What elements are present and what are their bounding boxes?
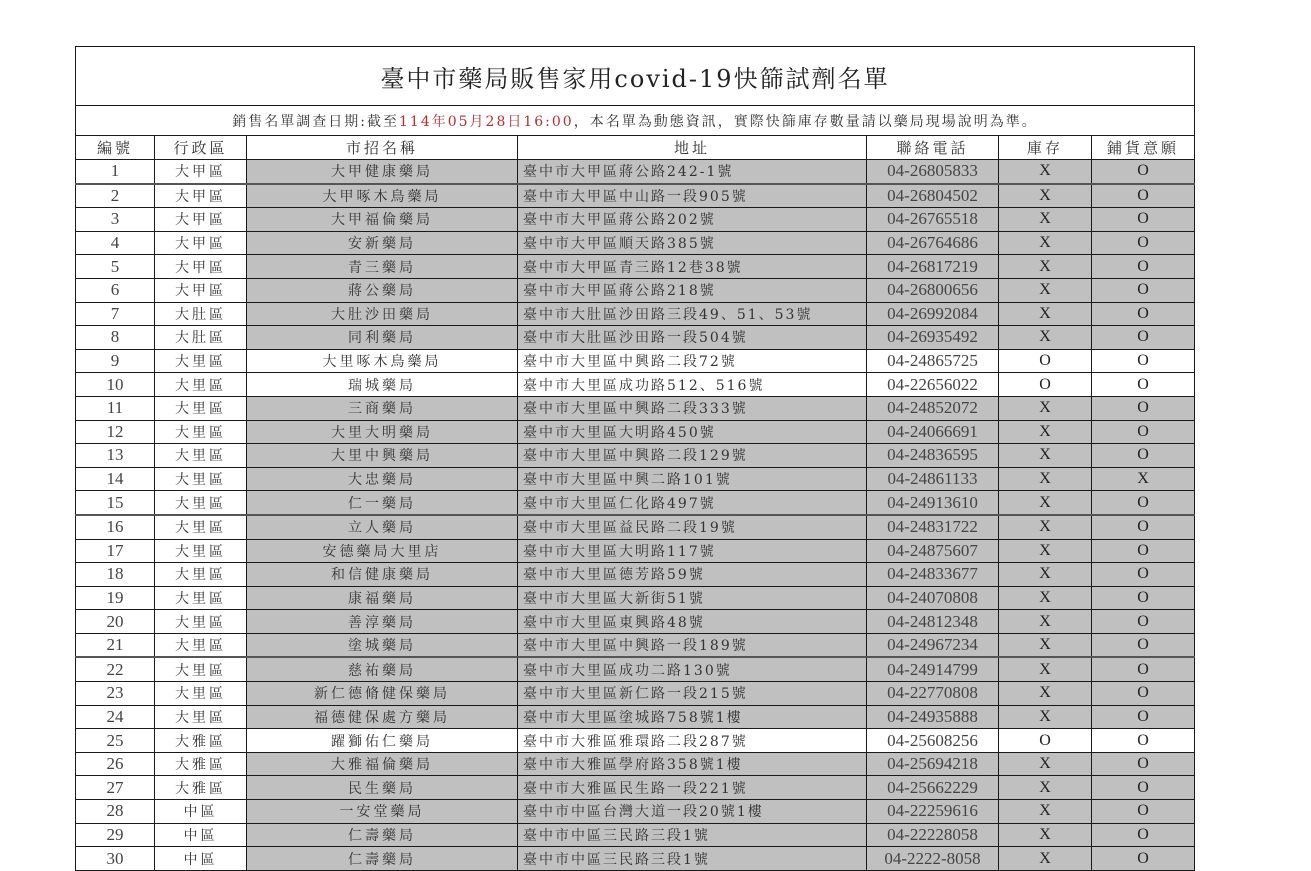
row-district: 大雅區	[155, 776, 247, 800]
row-number: 10	[76, 373, 155, 397]
row-phone: 04-26765518	[867, 208, 999, 232]
row-district: 中區	[155, 800, 247, 824]
row-stock: X	[999, 184, 1092, 208]
row-number: 14	[76, 467, 155, 491]
table-row	[76, 326, 1195, 350]
row-number: 5	[76, 255, 155, 279]
col-header-address: 地址	[518, 136, 867, 160]
row-stock: X	[999, 444, 1092, 468]
row-phone: 04-24914799	[867, 657, 999, 681]
row-phone: 04-26800656	[867, 278, 999, 302]
row-willing: O	[1092, 302, 1195, 326]
row-address: 臺中市中區三民路三段1號	[518, 823, 867, 847]
row-stock: X	[999, 231, 1092, 255]
table-row	[76, 302, 1195, 326]
row-pharmacy-name: 大甲健康藥局	[247, 160, 518, 184]
row-pharmacy-name: 福德健保處方藥局	[247, 705, 518, 729]
row-stock: X	[999, 208, 1092, 232]
table-row	[76, 610, 1195, 634]
row-number: 8	[76, 326, 155, 350]
row-address: 臺中市大肚區沙田路三段49、51、53號	[518, 302, 867, 326]
table-row	[76, 349, 1195, 373]
row-address: 臺中市大雅區學府路358號1樓	[518, 752, 867, 776]
row-willing: O	[1092, 633, 1195, 657]
row-willing: O	[1092, 752, 1195, 776]
row-district: 大里區	[155, 420, 247, 444]
row-address: 臺中市大里區塗城路758號1樓	[518, 705, 867, 729]
row-phone: 04-26805833	[867, 160, 999, 184]
row-district: 大里區	[155, 373, 247, 397]
row-number: 17	[76, 539, 155, 563]
column-header-row	[76, 136, 1195, 160]
row-phone: 04-24812348	[867, 610, 999, 634]
table-row	[76, 563, 1195, 587]
col-header-phone: 聯絡電話	[867, 136, 999, 160]
row-stock: O	[999, 373, 1092, 397]
row-phone: 04-2222-8058	[867, 847, 999, 871]
row-address: 臺中市大里區中興路二段333號	[518, 396, 867, 420]
col-header-stock: 庫存	[999, 136, 1092, 160]
row-willing: O	[1092, 491, 1195, 515]
row-number: 16	[76, 515, 155, 539]
row-number: 25	[76, 729, 155, 753]
row-phone: 04-22259616	[867, 800, 999, 824]
table-body	[76, 160, 1195, 871]
row-address: 臺中市大甲區蔣公路218號	[518, 278, 867, 302]
row-pharmacy-name: 仁壽藥局	[247, 847, 518, 871]
row-stock: X	[999, 539, 1092, 563]
row-pharmacy-name: 青三藥局	[247, 255, 518, 279]
row-address: 臺中市大雅區雅環路二段287號	[518, 729, 867, 753]
table-row	[76, 467, 1195, 491]
row-willing: O	[1092, 231, 1195, 255]
row-number: 23	[76, 682, 155, 706]
row-stock: X	[999, 633, 1092, 657]
row-pharmacy-name: 塗城藥局	[247, 633, 518, 657]
row-district: 大甲區	[155, 255, 247, 279]
row-number: 18	[76, 563, 155, 587]
row-pharmacy-name: 躍獅佑仁藥局	[247, 729, 518, 753]
row-stock: X	[999, 326, 1092, 350]
row-district: 大甲區	[155, 231, 247, 255]
row-pharmacy-name: 和信健康藥局	[247, 563, 518, 587]
row-willing: O	[1092, 657, 1195, 681]
row-number: 12	[76, 420, 155, 444]
table-row	[76, 847, 1195, 871]
row-willing: O	[1092, 610, 1195, 634]
row-address: 臺中市大甲區蔣公路242-1號	[518, 160, 867, 184]
row-pharmacy-name: 大里中興藥局	[247, 444, 518, 468]
survey-date-suffix: ，本名單為動態資訊，實際快篩庫存數量請以藥局現場說明為準。	[573, 113, 1038, 130]
row-stock: X	[999, 302, 1092, 326]
row-phone: 04-25662229	[867, 776, 999, 800]
row-willing: O	[1092, 847, 1195, 871]
row-district: 大肚區	[155, 302, 247, 326]
table-row	[76, 539, 1195, 563]
row-pharmacy-name: 大雅福倫藥局	[247, 752, 518, 776]
row-stock: X	[999, 586, 1092, 610]
row-willing: O	[1092, 184, 1195, 208]
row-address: 臺中市大里區大明路450號	[518, 420, 867, 444]
row-stock: X	[999, 491, 1092, 515]
row-stock: O	[999, 349, 1092, 373]
row-stock: X	[999, 255, 1092, 279]
row-address: 臺中市中區三民路三段1號	[518, 847, 867, 871]
row-address: 臺中市大雅區民生路一段221號	[518, 776, 867, 800]
row-address: 臺中市大里區大新街51號	[518, 586, 867, 610]
table-row	[76, 776, 1195, 800]
row-stock: X	[999, 420, 1092, 444]
row-address: 臺中市大里區德芳路59號	[518, 563, 867, 587]
table-row	[76, 633, 1195, 657]
row-willing: O	[1092, 160, 1195, 184]
row-stock: X	[999, 847, 1092, 871]
row-phone: 04-26817219	[867, 255, 999, 279]
row-number: 15	[76, 491, 155, 515]
row-willing: O	[1092, 278, 1195, 302]
row-address: 臺中市大甲區中山路一段905號	[518, 184, 867, 208]
table-row	[76, 657, 1195, 681]
row-address: 臺中市大里區仁化路497號	[518, 491, 867, 515]
survey-date-note	[76, 106, 1195, 136]
row-district: 大甲區	[155, 160, 247, 184]
row-willing: O	[1092, 586, 1195, 610]
row-phone: 04-22656022	[867, 373, 999, 397]
row-number: 11	[76, 396, 155, 420]
row-pharmacy-name: 大肚沙田藥局	[247, 302, 518, 326]
row-pharmacy-name: 大忠藥局	[247, 467, 518, 491]
row-phone: 04-26992084	[867, 302, 999, 326]
row-phone: 04-25608256	[867, 729, 999, 753]
row-pharmacy-name: 民生藥局	[247, 776, 518, 800]
row-number: 21	[76, 633, 155, 657]
row-phone: 04-24967234	[867, 633, 999, 657]
row-address: 臺中市大里區中興路二段129號	[518, 444, 867, 468]
row-number: 2	[76, 184, 155, 208]
row-pharmacy-name: 同利藥局	[247, 326, 518, 350]
row-phone: 04-24861133	[867, 467, 999, 491]
row-pharmacy-name: 大甲福倫藥局	[247, 208, 518, 232]
row-willing: X	[1092, 467, 1195, 491]
row-number: 30	[76, 847, 155, 871]
row-pharmacy-name: 三商藥局	[247, 396, 518, 420]
row-district: 大甲區	[155, 278, 247, 302]
row-willing: O	[1092, 396, 1195, 420]
row-district: 大里區	[155, 444, 247, 468]
row-address: 臺中市大里區中興路一段189號	[518, 633, 867, 657]
table-row	[76, 373, 1195, 397]
row-district: 大里區	[155, 467, 247, 491]
table-row	[76, 184, 1195, 208]
row-district: 大里區	[155, 682, 247, 706]
row-number: 3	[76, 208, 155, 232]
row-number: 29	[76, 823, 155, 847]
row-address: 臺中市大里區東興路48號	[518, 610, 867, 634]
row-district: 大里區	[155, 349, 247, 373]
row-district: 大雅區	[155, 752, 247, 776]
row-address: 臺中市大里區中興二路101號	[518, 467, 867, 491]
row-willing: O	[1092, 705, 1195, 729]
row-pharmacy-name: 大里啄木鳥藥局	[247, 349, 518, 373]
row-pharmacy-name: 康福藥局	[247, 586, 518, 610]
row-phone: 04-22770808	[867, 682, 999, 706]
row-number: 28	[76, 800, 155, 824]
row-address: 臺中市大甲區蔣公路202號	[518, 208, 867, 232]
row-number: 4	[76, 231, 155, 255]
row-stock: X	[999, 752, 1092, 776]
row-stock: X	[999, 610, 1092, 634]
table-row	[76, 396, 1195, 420]
row-willing: O	[1092, 729, 1195, 753]
table-row	[76, 515, 1195, 539]
row-district: 大雅區	[155, 729, 247, 753]
row-district: 大肚區	[155, 326, 247, 350]
row-phone: 04-24833677	[867, 563, 999, 587]
pharmacy-list-sheet	[75, 46, 1194, 871]
row-stock: X	[999, 682, 1092, 706]
table-row	[76, 255, 1195, 279]
col-header-district: 行政區	[155, 136, 247, 160]
row-pharmacy-name: 一安堂藥局	[247, 800, 518, 824]
row-district: 大里區	[155, 633, 247, 657]
row-pharmacy-name: 瑞城藥局	[247, 373, 518, 397]
table-row	[76, 682, 1195, 706]
row-phone: 04-25694218	[867, 752, 999, 776]
row-number: 27	[76, 776, 155, 800]
row-pharmacy-name: 大甲啄木鳥藥局	[247, 184, 518, 208]
row-pharmacy-name: 安新藥局	[247, 231, 518, 255]
col-header-willing: 鋪貨意願	[1092, 136, 1195, 160]
table-row	[76, 586, 1195, 610]
row-willing: O	[1092, 563, 1195, 587]
row-stock: X	[999, 563, 1092, 587]
row-pharmacy-name: 慈祐藥局	[247, 657, 518, 681]
row-number: 19	[76, 586, 155, 610]
row-stock: X	[999, 800, 1092, 824]
row-district: 中區	[155, 823, 247, 847]
row-address: 臺中市中區台灣大道一段20號1樓	[518, 800, 867, 824]
row-phone: 04-24066691	[867, 420, 999, 444]
row-number: 6	[76, 278, 155, 302]
row-address: 臺中市大里區中興路二段72號	[518, 349, 867, 373]
row-phone: 04-24865725	[867, 349, 999, 373]
row-pharmacy-name: 善淳藥局	[247, 610, 518, 634]
row-district: 中區	[155, 847, 247, 871]
col-header-number: 編號	[76, 136, 155, 160]
table-row	[76, 420, 1195, 444]
row-willing: O	[1092, 373, 1195, 397]
row-phone: 04-24070808	[867, 586, 999, 610]
row-district: 大里區	[155, 515, 247, 539]
table-row	[76, 278, 1195, 302]
row-pharmacy-name: 新仁德脩健保藥局	[247, 682, 518, 706]
row-address: 臺中市大里區成功路512、516號	[518, 373, 867, 397]
row-willing: O	[1092, 444, 1195, 468]
row-stock: X	[999, 515, 1092, 539]
col-header-name: 市招名稱	[247, 136, 518, 160]
row-number: 1	[76, 160, 155, 184]
row-stock: X	[999, 823, 1092, 847]
row-district: 大里區	[155, 610, 247, 634]
pharmacy-table	[75, 46, 1195, 871]
row-district: 大里區	[155, 539, 247, 563]
row-phone: 04-26935492	[867, 326, 999, 350]
table-row	[76, 208, 1195, 232]
survey-date-prefix: 銷售名單調查日期:截至	[232, 113, 400, 130]
row-district: 大甲區	[155, 184, 247, 208]
row-number: 7	[76, 302, 155, 326]
row-pharmacy-name: 立人藥局	[247, 515, 518, 539]
row-willing: O	[1092, 208, 1195, 232]
row-stock: O	[999, 729, 1092, 753]
table-row	[76, 444, 1195, 468]
row-address: 臺中市大里區成功二路130號	[518, 657, 867, 681]
row-district: 大甲區	[155, 208, 247, 232]
row-stock: X	[999, 396, 1092, 420]
row-willing: O	[1092, 515, 1195, 539]
row-phone: 04-24831722	[867, 515, 999, 539]
table-row	[76, 705, 1195, 729]
row-number: 20	[76, 610, 155, 634]
table-row	[76, 160, 1195, 184]
row-phone: 04-24852072	[867, 396, 999, 420]
row-willing: O	[1092, 776, 1195, 800]
row-stock: X	[999, 278, 1092, 302]
page-title: 臺中市藥局販售家用covid-19快篩試劑名單	[76, 47, 1195, 106]
row-phone: 04-24935888	[867, 705, 999, 729]
row-willing: O	[1092, 539, 1195, 563]
row-number: 13	[76, 444, 155, 468]
row-district: 大里區	[155, 586, 247, 610]
row-stock: X	[999, 657, 1092, 681]
row-address: 臺中市大甲區青三路12巷38號	[518, 255, 867, 279]
row-stock: X	[999, 705, 1092, 729]
table-row	[76, 752, 1195, 776]
row-phone: 04-24913610	[867, 491, 999, 515]
row-pharmacy-name: 仁一藥局	[247, 491, 518, 515]
row-district: 大里區	[155, 705, 247, 729]
row-phone: 04-26764686	[867, 231, 999, 255]
row-number: 26	[76, 752, 155, 776]
row-district: 大里區	[155, 657, 247, 681]
row-address: 臺中市大肚區沙田路一段504號	[518, 326, 867, 350]
row-address: 臺中市大里區新仁路一段215號	[518, 682, 867, 706]
survey-date-value: 114年05月28日16:00	[399, 113, 574, 130]
row-stock: X	[999, 776, 1092, 800]
row-district: 大里區	[155, 491, 247, 515]
row-pharmacy-name: 大里大明藥局	[247, 420, 518, 444]
row-number: 9	[76, 349, 155, 373]
table-row	[76, 800, 1195, 824]
table-row	[76, 491, 1195, 515]
row-willing: O	[1092, 823, 1195, 847]
row-address: 臺中市大甲區順天路385號	[518, 231, 867, 255]
row-phone: 04-26804502	[867, 184, 999, 208]
row-pharmacy-name: 安德藥局大里店	[247, 539, 518, 563]
row-phone: 04-22228058	[867, 823, 999, 847]
row-willing: O	[1092, 349, 1195, 373]
table-row	[76, 729, 1195, 753]
row-district: 大里區	[155, 396, 247, 420]
row-pharmacy-name: 蔣公藥局	[247, 278, 518, 302]
row-district: 大里區	[155, 563, 247, 587]
row-number: 24	[76, 705, 155, 729]
row-willing: O	[1092, 326, 1195, 350]
row-number: 22	[76, 657, 155, 681]
row-pharmacy-name: 仁壽藥局	[247, 823, 518, 847]
row-address: 臺中市大里區大明路117號	[518, 539, 867, 563]
row-phone: 04-24836595	[867, 444, 999, 468]
row-willing: O	[1092, 682, 1195, 706]
row-willing: O	[1092, 255, 1195, 279]
row-willing: O	[1092, 420, 1195, 444]
row-stock: X	[999, 467, 1092, 491]
row-phone: 04-24875607	[867, 539, 999, 563]
row-willing: O	[1092, 800, 1195, 824]
row-stock: X	[999, 160, 1092, 184]
row-address: 臺中市大里區益民路二段19號	[518, 515, 867, 539]
table-row	[76, 231, 1195, 255]
table-row	[76, 823, 1195, 847]
